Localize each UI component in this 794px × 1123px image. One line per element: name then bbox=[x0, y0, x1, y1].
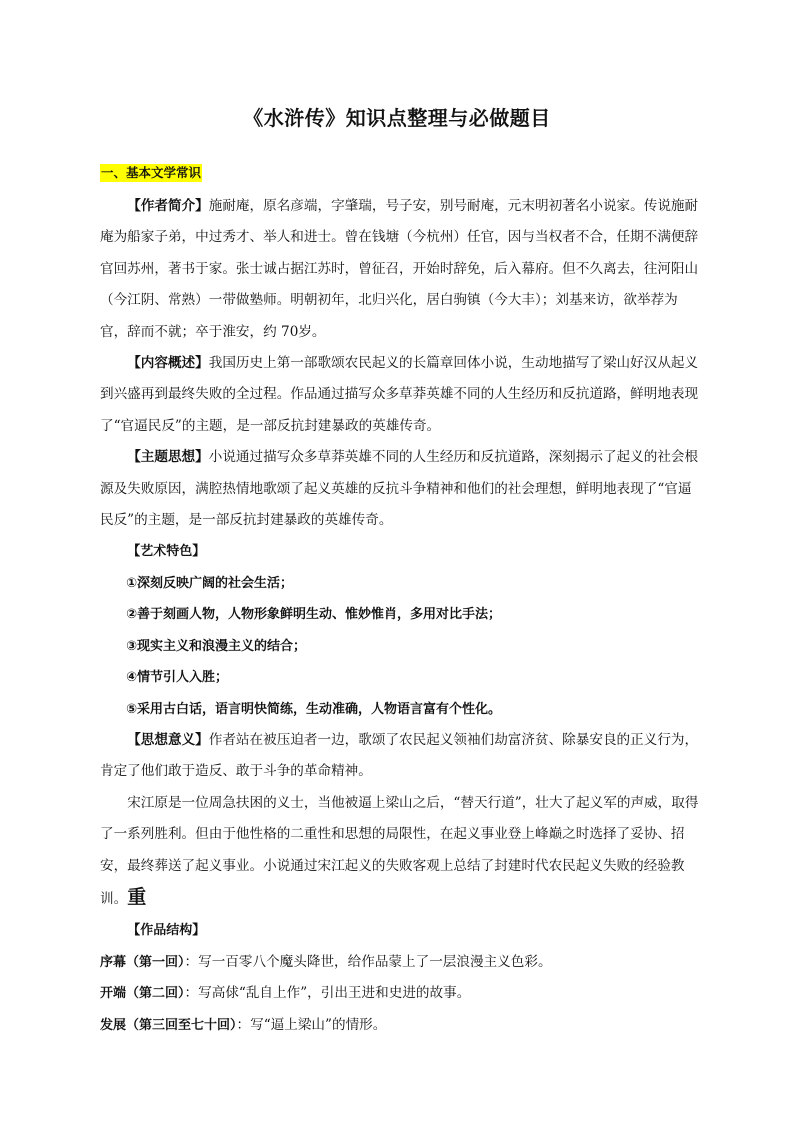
structure-heading bbox=[100, 915, 702, 946]
art-label: 【艺术特色】 bbox=[127, 544, 206, 560]
structure-item-text: ：写高俅“乱自上作”，引出王进和史进的故事。 bbox=[184, 985, 471, 1002]
meaning-label: 【思想意义】 bbox=[127, 731, 209, 748]
section-heading-basic-knowledge: 一、基本文学常识 bbox=[101, 165, 202, 180]
art-item: ⑤采用古白话，语言明快简练，生动准确，人物语言富有个性化。 bbox=[126, 701, 502, 717]
theme-label: 【主题思想】 bbox=[127, 449, 209, 466]
art-item: ③现实主义和浪漫主义的结合； bbox=[126, 638, 307, 654]
art-item: ④情节引人入胜； bbox=[126, 670, 229, 686]
art-heading bbox=[100, 536, 702, 567]
structure-item-text: ：写“逼上梁山”的情形。 bbox=[236, 1016, 387, 1033]
summary-text: 我国历史上第一部歌颂农民起义的长篇章回体小说，生动地描写了梁山好汉从起义到兴盛再到最终失败的全过程。作品通过描写众多草莽英雄不同的人生经历和反抗道路，鲜明地表现了“官逼民反”的主题，是一部反抗封建暴政的英雄传奇。 bbox=[100, 355, 699, 434]
structure-item bbox=[100, 978, 702, 1009]
songjiang-text: 宋江原是一位周急扶困的义士，当他被逼上梁山之后，“替天行道”，壮大了起义军的声威，取得了一系列胜利。但由于他性格的二重性和思想的局限性，在起义事业登上峰巅之时选择了妥协、招安，最终葬送了起义事业。小说通过宋江起义的失败客观上总结了封建时代农民起义失败的经验教训。 bbox=[100, 794, 699, 907]
structure-item-name: 序幕（第一回） bbox=[100, 954, 185, 970]
summary-label: 【内容概述】 bbox=[127, 355, 209, 372]
structure-item bbox=[100, 947, 702, 978]
theme-text: 小说通过描写众多草莽英雄不同的人生经历和反抗道路，深刻揭示了起义的社会根源及失败原因，满腔热情地歌颂了起义英雄的反抗斗争精神和他们的社会理想，鲜明地表现了“官逼民反”的主题，是一部反抗封建暴政的英雄传奇。 bbox=[100, 449, 699, 529]
structure-label: 【作品结构】 bbox=[127, 923, 206, 939]
songjiang-tail-char: 重 bbox=[127, 885, 147, 908]
art-item: ①深刻反映广阔的社会生活； bbox=[126, 575, 294, 591]
meaning-paragraph bbox=[100, 725, 702, 788]
structure-item-name: 开端（第二回） bbox=[100, 986, 185, 1002]
structure-item-name: 发展（第三回至七十回） bbox=[100, 1017, 237, 1033]
author-label: 【作者简介】 bbox=[127, 198, 209, 214]
theme-paragraph bbox=[100, 442, 702, 536]
structure-item-text: ：写一百零八个魔头降世，给作品蒙上了一层浪漫主义色彩。 bbox=[184, 953, 552, 970]
author-text: 施耐庵，原名彦端，字肇瑞，号子安，别号耐庵，元末明初著名小说家。传说施耐庵为船家子弟，中过秀才、举人和进士。曾在钱塘（今杭州）任官，因与当权者不合，任期不满便辞官回苏州，著书于家。张士诚占据江苏时，曾征召，开始时辞免，后入幕府。但不久离去，往河阳山（今江阴、常熟）一带做塾师。明朝初年，北归兴化，居白驹镇（今大丰）；刘基来访，欲举荐为官，辞而不就；卒于淮安，约 70岁。 bbox=[100, 198, 699, 340]
art-item: ②善于刻画人物，人物形象鲜明生动、惟妙惟肖，多用对比手法； bbox=[126, 607, 502, 623]
meaning-text: 作者站在被压迫者一边，歌颂了农民起义领袖们劫富济贫、除暴安良的正义行为，肯定了他们敢于造反、敢于斗争的革命精神。 bbox=[100, 731, 699, 780]
structure-item bbox=[100, 1010, 702, 1041]
songjiang-paragraph bbox=[100, 788, 702, 916]
author-paragraph bbox=[100, 191, 702, 348]
page-title: 《水浒传》知识点整理与必做题目 bbox=[243, 106, 551, 130]
summary-paragraph bbox=[100, 348, 702, 442]
document-body bbox=[100, 191, 702, 1041]
